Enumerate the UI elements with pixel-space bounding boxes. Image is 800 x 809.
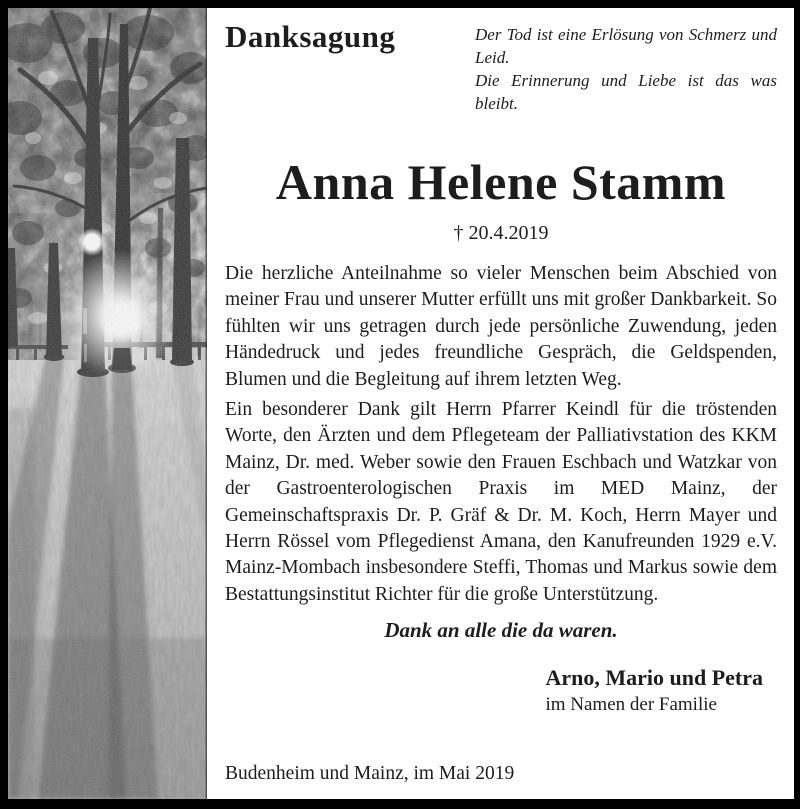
notice-type-title: Danksagung xyxy=(225,19,396,54)
memorial-photo xyxy=(8,8,207,799)
deceased-name: Anna Helene Stamm xyxy=(275,154,727,210)
signature-block xyxy=(225,665,777,715)
photo-grain-overlay xyxy=(8,8,207,799)
thanks-paragraph-1: Die herzliche Anteilnahme so vieler Menschen beim Abschied von meiner Frau und unserer Mutter erfüllt uns mit großer Dankbarkeit. So fühlten wir uns getragen durch jede persönliche Zuwendung, jeden Händedruck und jedes freundliche Gespräch, die Geldspenden, Blumen und die Begleitung auf ihrem letzten Weg. xyxy=(225,263,777,390)
epigraph-line-1: Der Tod ist eine Erlösung von Schmerz und Leid. xyxy=(475,25,777,67)
thanks-line: Dank an alle die da waren. xyxy=(384,618,618,643)
death-date: † 20.4.2019 xyxy=(453,222,549,244)
notice-paper xyxy=(8,8,794,799)
thanks-paragraph-2: Ein besonderer Dank gilt Herrn Pfarrer Keindl für die tröstenden Worte, den Ärzten und dem Pflegeteam der Palliativstation des KKM Mainz, Dr. med. Weber sowie den Frauen Eschbach und Watzkar von der Gastroenterologischen Praxis im MED Mainz, der Gemeinschaftspraxis Dr. P. Gräf & Dr. M. Koch, Herrn Mayer und Herrn Rössel vom Pflegedienst Amana, den Kanufreunden 1929 e.V. Mainz-Mombach insbesondere Steffi, Thomas und Markus sowie dem Bestattungsinstitut Richter für die große Unterstützung. xyxy=(225,399,777,605)
park-trees-sunlight-photo-graphic xyxy=(8,8,207,799)
notice-content xyxy=(207,8,794,799)
epigraph-line-2: Die Erinnerung und Liebe ist das was bleibt. xyxy=(475,71,777,113)
signature-names: Arno, Mario und Petra xyxy=(545,665,763,691)
place-date: Budenheim und Mainz, im Mai 2019 xyxy=(225,763,515,784)
epigraph xyxy=(475,23,777,115)
notice-header xyxy=(225,20,777,115)
signature-subline: im Namen der Familie xyxy=(545,693,717,715)
